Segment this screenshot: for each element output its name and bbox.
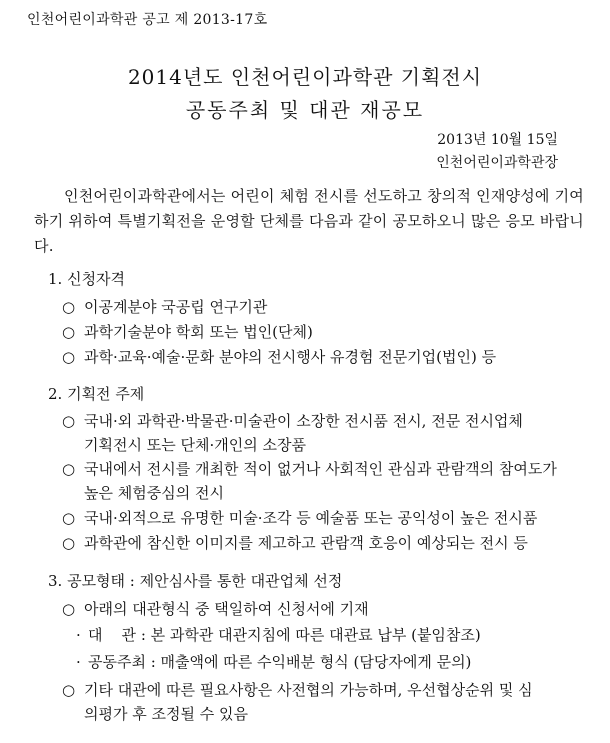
list-item-text: 국내·외 과학관·박물관·미술관이 소장한 전시품 전시, 전문 전시업체 xyxy=(84,412,523,430)
list-item-text: 과학기술분야 학회 또는 법인(단체) xyxy=(84,323,313,341)
list-item-text-continued: 의평가 후 조정될 수 있음 xyxy=(84,705,248,723)
circle-bullet-icon: ○ xyxy=(62,412,76,430)
circle-bullet-icon: ○ xyxy=(62,298,76,316)
list-item-text: 국내에서 전시를 개최한 적이 없거나 사회적인 관심과 관람객의 참여도가 xyxy=(84,460,557,478)
section-heading-theme: 2. 기획전 주제 xyxy=(48,385,145,403)
intro-paragraph: 인천어린이과학관에서는 어린이 체험 전시를 선도하고 창의적 인재양성에 기여하기 위하여 특별기획전을 운영할 단체를 다음과 같이 공모하오니 많은 응모 바랍니다. xyxy=(34,187,584,255)
list-item xyxy=(62,457,572,505)
list-item xyxy=(62,409,572,457)
circle-bullet-icon: ○ xyxy=(62,534,76,552)
document-title-line2: 공동주최 및 대관 재공모 xyxy=(185,98,425,122)
sub-list-item xyxy=(76,651,471,672)
list-item-text: 과학관에 참신한 이미지를 제고하고 관람객 호응이 예상되는 전시 등 xyxy=(84,534,528,552)
circle-bullet-icon: ○ xyxy=(62,348,76,366)
circle-bullet-icon: ○ xyxy=(62,460,76,478)
list-item xyxy=(62,506,572,530)
circle-bullet-icon: ○ xyxy=(62,509,76,527)
list-item xyxy=(62,295,572,319)
sub-list-item-text: 대 관 : 본 과학관 대관지침에 따른 대관료 납부 (붙임참조) xyxy=(88,626,481,644)
list-item-text-continued: 기획전시 또는 단체·개인의 소장품 xyxy=(84,436,306,454)
circle-bullet-icon: ○ xyxy=(62,323,76,341)
notice-number: 인천어린이과학관 공고 제 2013-17호 xyxy=(27,12,268,28)
announcement-date: 2013년 10월 15일 xyxy=(437,132,558,148)
section-heading-eligibility: 1. 신청자격 xyxy=(48,270,126,288)
list-item-text: 과학·교육·예술·문화 분야의 전시행사 유경험 전문기업(법인) 등 xyxy=(84,348,497,366)
issuer-name: 인천어린이과학관장 xyxy=(436,155,558,171)
list-item-text: 기타 대관에 따른 필요사항은 사전협의 가능하며, 우선협상순위 및 심 xyxy=(84,681,533,699)
list-item-text-continued: 높은 체험중심의 전시 xyxy=(84,484,224,502)
dot-bullet-icon: · xyxy=(76,626,81,644)
list-item-text: 아래의 대관형식 중 택일하여 신청서에 기재 xyxy=(84,600,369,618)
list-item-text: 국내·외적으로 유명한 미술·조각 등 예술품 또는 공익성이 높은 전시품 xyxy=(84,509,538,527)
list-item xyxy=(62,531,572,555)
circle-bullet-icon: ○ xyxy=(62,681,76,699)
sub-list-item xyxy=(76,624,481,645)
list-item xyxy=(62,320,572,344)
sub-list-item-text: 공동주최 : 매출액에 따른 수익배분 형식 (담당자에게 문의) xyxy=(88,653,472,671)
circle-bullet-icon: ○ xyxy=(62,600,76,618)
document-title-line1: 2014년도 인천어린이과학관 기획전시 xyxy=(127,65,483,89)
list-item xyxy=(62,597,572,621)
dot-bullet-icon: · xyxy=(76,653,81,671)
list-item-text: 이공계분야 국공립 연구기관 xyxy=(84,298,268,316)
section-heading-format: 3. 공모형태 : 제안심사를 통한 대관업체 선정 xyxy=(48,572,343,590)
list-item xyxy=(62,678,572,726)
list-item xyxy=(62,345,572,369)
